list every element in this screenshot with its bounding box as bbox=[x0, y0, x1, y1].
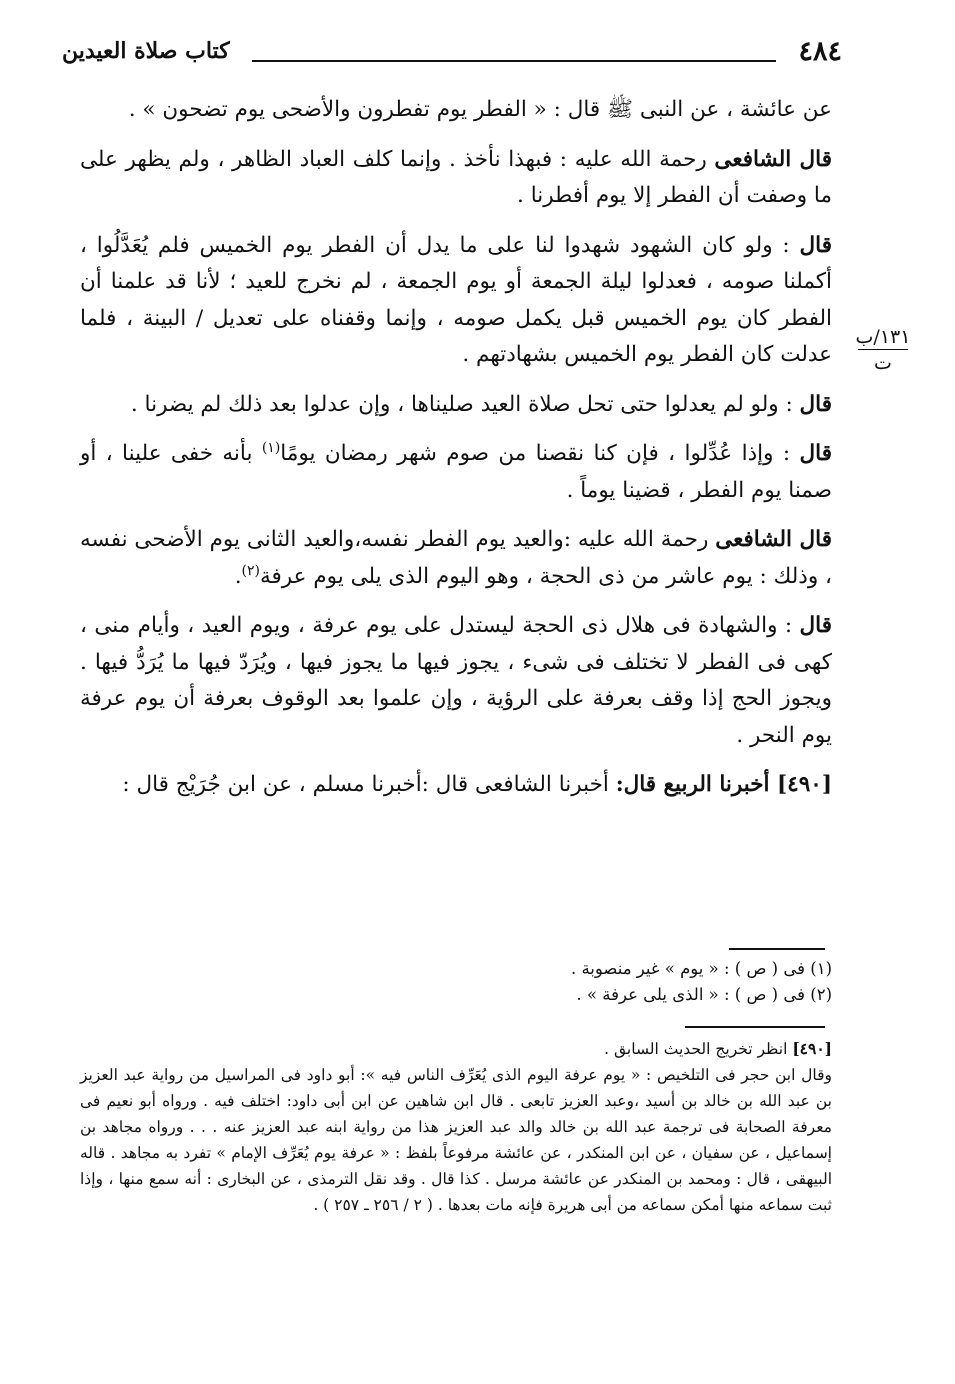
paragraph-lead: قال bbox=[799, 232, 832, 258]
header-rule bbox=[252, 60, 776, 62]
hadith-entry bbox=[80, 767, 832, 804]
folio-rule bbox=[858, 349, 908, 350]
paragraph-lead: قال bbox=[799, 441, 832, 466]
paragraph bbox=[80, 387, 832, 424]
paragraph-text: أخبرنا الشافعى قال :أخبرنا مسلم ، عن ابن جُرَيْج قال : bbox=[122, 772, 616, 797]
hadith-number-lead: [٤٩٠] أخبرنا الربيع قال: bbox=[615, 772, 832, 797]
folio-reference: ١٣١/ب bbox=[855, 326, 911, 348]
paragraph bbox=[80, 92, 832, 129]
footnote-2: (٢) فى ( ص ) : « الذى يلى عرفة » . bbox=[576, 985, 832, 1004]
paragraph-text-tail: بأنه خفى علينا ، أو صمنا يوم الفطر ، قضينا يوماً . bbox=[80, 441, 832, 503]
paragraph bbox=[80, 436, 832, 509]
takhrij-heading-line bbox=[80, 1036, 832, 1062]
paragraph-lead: قال الشافعى bbox=[714, 146, 832, 172]
paragraph-text: : ولو كان الشهود شهدوا لنا على ما يدل أن الفطر يوم الخميس فلم يُعَدَّلُوا ، أكملنا صومه ، فعدلوا ليلة الجمعة أو يوم الجمعة ، لم نخرج للعيد ؛ لأنا قد علمنا أن الفطر كان يوم الخميس قبل يكمل صومه ، وإنما وقفناه على تعديل / البينة ، فلما عدلت كان الفطر يوم الخميس بشهادتهم . bbox=[80, 232, 832, 367]
paragraph-text: : وإذا عُدِّلوا ، فإن كنا نقصنا من صوم شهر رمضان يومًا bbox=[280, 441, 800, 466]
paragraph-text: رحمة الله عليه : فبهذا نأخذ . وإنما كلف العباد الظاهر ، ولم يظهر على ما وصفت أن الفطر إلا يوم أفطرنا . bbox=[80, 146, 832, 208]
takhrij-body: وقال ابن حجر فى التلخيص : « يوم عرفة اليوم الذى يُعَرِّف الناس فيه »: أبو داود فى المراسيل من رواية عبد العزيز بن عبد الله بن خالد بن أسيد ،وعبد العزيز تابعى . قال ابن شاهين عن ابن أبى داود: اختلف فيه . ورواه أبو نعيم فى معرفة الصحابة فى ترجمة عبد الله بن خالد والد عبد العزيز هذا من رواية ابنه عبد العزيز عنه . . . ورواه مجاهد بن إسماعيل ، عن سفيان ، عن ابن المنكدر ، عن عائشة مرفوعاً بلفظ : « عرفة يوم يُعَرِّف الإمام » تفرد به مجاهد . قاله البيهقى ، قال : ومحمد بن المنكدر عن عائشة مرسل . كذا قال . وقد نقل الترمذى ، عن البخارى : أنه سمع منها ، وإذا ثبت سماعه منها أمكن سماعه من أبى هريرة فإنه مات بعدها . ( ٢ / ٢٥٦ ـ ٢٥٧ ) . bbox=[80, 1066, 832, 1214]
paragraph bbox=[80, 142, 832, 215]
takhrij-notes bbox=[80, 1036, 832, 1218]
paragraph-text: : والشهادة فى هلال ذى الحجة ليستدل على يوم عرفة ، ويوم العيد ، وأيام منى ، كهى فى الفطر لا تختلف فى شىء ، يجوز فيها ما يجوز فيها ، ويُرَدّ فيها ما يُرَدُّ فيها . ويجوز الحج إذا وقف بعرفة على الرؤية ، وإن علموا بعد الوقوف بعرفة أن يوم عرفة يوم النحر . bbox=[80, 613, 832, 748]
paragraph-text: عن عائشة ، عن النبى ﷺ قال : « الفطر يوم تفطرون والأضحى يوم تضحون » . bbox=[128, 97, 832, 122]
paragraph-lead: قال الشافعى bbox=[715, 527, 832, 552]
footnotes bbox=[80, 956, 832, 1008]
main-text bbox=[80, 92, 832, 817]
page-number: ٤٨٤ bbox=[798, 36, 842, 67]
paragraph-text: : ولو لم يعدلوا حتى تحل صلاة العيد صليناها ، وإن عدلوا بعد ذلك لم يضرنا . bbox=[130, 391, 800, 417]
paragraph-text: رحمة الله عليه :والعيد يوم الفطر نفسه،والعيد الثانى يوم الأضحى نفسه ، وذلك : يوم عاشر من ذى الحجة ، وهو اليوم الذى يلى يوم عرفة bbox=[80, 527, 832, 589]
footnote-ref-2[interactable]: (٢) bbox=[241, 562, 260, 579]
paragraph-text-tail: . bbox=[234, 563, 242, 589]
footnote-1: (١) فى ( ص ) : « يوم » غير منصوبة . bbox=[570, 959, 832, 978]
paragraph-lead: قال bbox=[799, 613, 832, 638]
takhrij-heading-text: انظر تخريج الحديث السابق . bbox=[604, 1040, 793, 1058]
manuscript-folio-note bbox=[852, 326, 914, 374]
takhrij-number: [٤٩٠] bbox=[792, 1039, 832, 1058]
footnote-ref-1[interactable]: (١) bbox=[261, 439, 281, 456]
paragraph-lead: قال bbox=[799, 391, 832, 417]
paragraph bbox=[80, 608, 832, 754]
paragraph bbox=[80, 228, 832, 374]
page-header bbox=[62, 36, 842, 76]
manuscript-siglum: ت bbox=[874, 352, 892, 374]
running-title: كتاب صلاة العيدين bbox=[62, 38, 230, 64]
paragraph bbox=[80, 522, 832, 595]
takhrij-separator bbox=[685, 1026, 825, 1028]
footnote-separator bbox=[729, 948, 825, 950]
